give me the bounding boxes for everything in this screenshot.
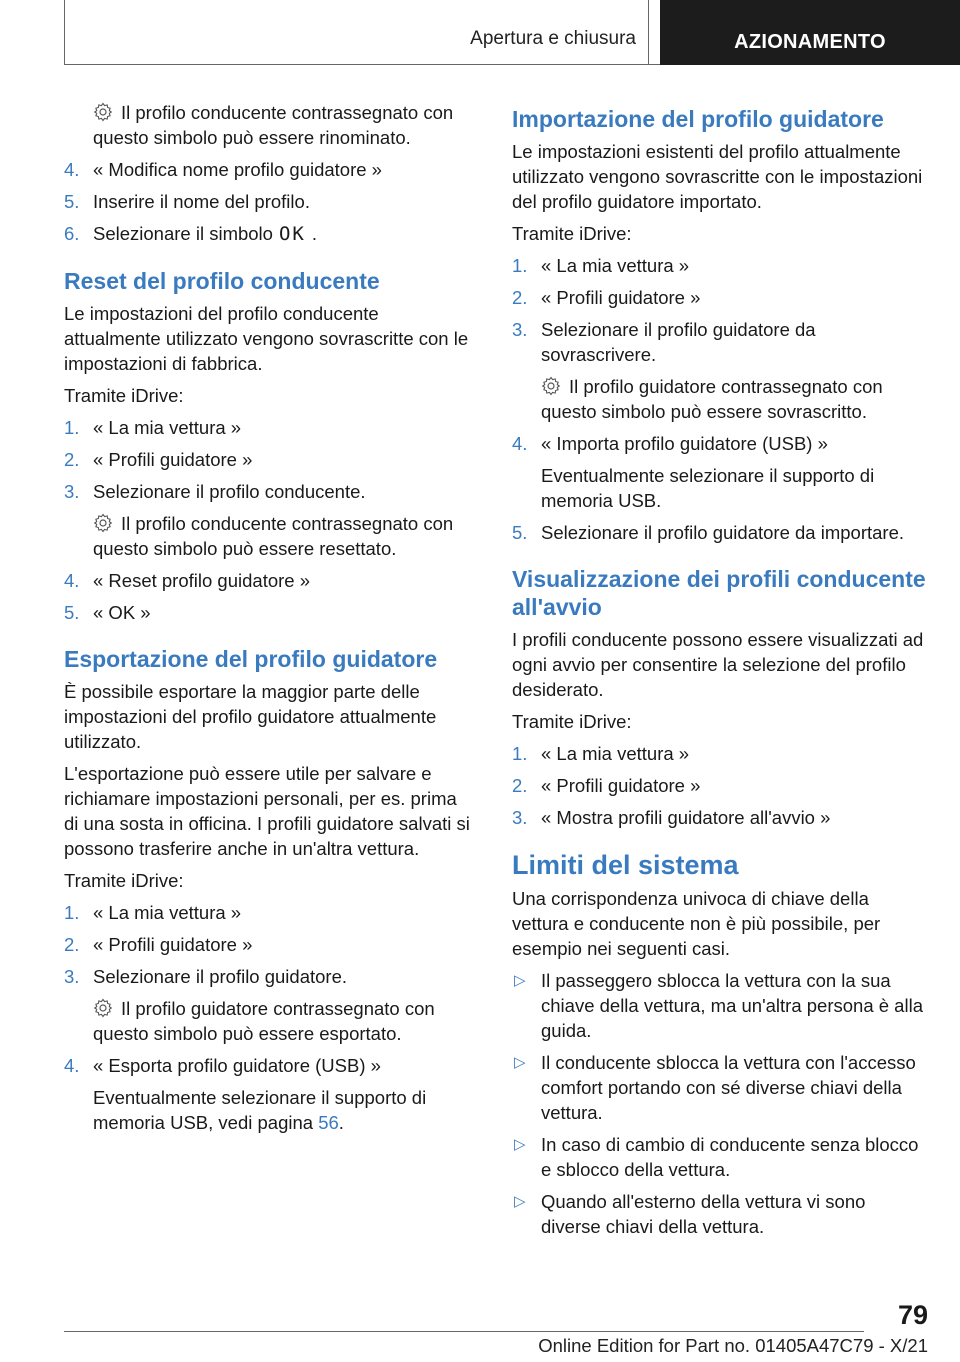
triangle-bullet-icon: ▷: [514, 1136, 526, 1153]
list-item: [64, 221, 474, 247]
step-number: 1.: [512, 743, 528, 764]
export-steps: [64, 900, 474, 989]
step-text: Selezionare il profilo guidatore.: [93, 966, 348, 987]
step-text: « Profili guidatore »: [93, 449, 253, 470]
step-number: 1.: [64, 902, 80, 923]
bullet-text: Quando all'esterno della vettura vi sono diverse chiavi della vettura.: [541, 1191, 866, 1237]
step-number: 4.: [512, 433, 528, 454]
step-text: « La mia vettura »: [93, 902, 242, 923]
header-left-rule: [64, 0, 65, 64]
bullet-text: In caso di cambio di conducente senza blocco e sblocco della vettura.: [541, 1134, 919, 1180]
edition-info: Online Edition for Part no. 01405A47C79 - X/21: [538, 1335, 928, 1356]
rename-steps: [64, 157, 474, 247]
step-text: Selezionare il simbolo: [93, 223, 273, 244]
import-steps: [512, 253, 928, 367]
step-text: « La mia vettura »: [541, 743, 690, 764]
reset-intro: Le impostazioni del profilo conducente attualmente utilizzato vengono sovrascritte con le impostazioni di fabbrica.: [64, 303, 469, 374]
display-via: Tramite iDrive:: [512, 711, 632, 732]
import-via: Tramite iDrive:: [512, 223, 632, 244]
display-steps: [512, 741, 928, 830]
step-number: 5.: [64, 191, 80, 212]
step-text: « Mostra profili guidatore all'avvio »: [541, 807, 831, 828]
step-text: Selezionare il profilo guidatore da importare.: [541, 522, 905, 543]
step-number: 3.: [512, 807, 528, 828]
step-text: « Esporta profilo guidatore (USB) »: [93, 1055, 381, 1076]
limits-list: [512, 968, 928, 1239]
header-section-title: Apertura e chiusura: [470, 28, 636, 49]
step-number: 3.: [64, 966, 80, 987]
page-reference-link[interactable]: 56: [318, 1112, 339, 1133]
list-item: [512, 285, 928, 310]
step-text: Selezionare il profilo conducente.: [93, 481, 366, 502]
step-number: 3.: [512, 319, 528, 340]
list-item: [64, 479, 474, 504]
reset-via: Tramite iDrive:: [64, 385, 184, 406]
step-number: 5.: [64, 602, 80, 623]
list-item: [512, 805, 928, 830]
reset-note-text: Il profilo conducente contrassegnato con questo simbolo può essere resettato.: [93, 513, 454, 559]
header-bottom-rule: [64, 64, 660, 65]
import-intro: Le impostazioni esistenti del profilo attualmente utilizzato vengono sovrascritte con le impostazioni del profilo guidatore importato.: [512, 141, 923, 212]
list-item: [64, 600, 474, 625]
step-number: 1.: [512, 255, 528, 276]
list-item: [64, 415, 474, 440]
import-step-4: [512, 431, 928, 456]
right-column: [512, 100, 928, 1246]
step-number: 4.: [64, 570, 80, 591]
limits-title: Limiti del sistema: [512, 850, 739, 880]
page-number: 79: [897, 1300, 928, 1330]
step-number: 3.: [64, 481, 80, 502]
list-item: [64, 900, 474, 925]
export-step-4-detail-text: Eventualmente selezionare il supporto di memoria USB, vedi pagina: [93, 1087, 427, 1133]
left-column: [64, 100, 474, 1142]
step-text: Inserire il nome del profilo.: [93, 191, 310, 212]
list-item: [512, 1189, 928, 1239]
step-text: « Profili guidatore »: [93, 934, 253, 955]
export-step-4-detail: [64, 1085, 474, 1135]
settings-gear-icon: [93, 102, 113, 122]
step-text: « OK »: [93, 602, 151, 623]
list-item: [512, 1132, 928, 1182]
list-item: [512, 431, 928, 456]
triangle-bullet-icon: ▷: [514, 972, 526, 989]
export-title: Esportazione del profilo guidatore: [64, 646, 438, 672]
footer-rule: [64, 1331, 864, 1332]
export-via: Tramite iDrive:: [64, 870, 184, 891]
reset-steps-after: [64, 568, 474, 625]
step-text: « Modifica nome profilo guidatore »: [93, 159, 382, 180]
step-number: 4.: [64, 159, 80, 180]
export-step-4-detail-end: .: [338, 1112, 344, 1133]
list-item: [512, 1050, 928, 1125]
list-item: [64, 157, 474, 182]
step-text: « Profili guidatore »: [541, 775, 701, 796]
list-item: [64, 932, 474, 957]
list-item: [64, 189, 474, 214]
list-item: [512, 253, 928, 278]
limits-intro: Una corrispondenza univoca di chiave della vettura e conducente non è più possibile, per esempio nei seguenti casi.: [512, 888, 881, 959]
list-item: [64, 1053, 474, 1078]
step-number: 1.: [64, 417, 80, 438]
step-text: « Reset profilo guidatore »: [93, 570, 310, 591]
step-number: 4.: [64, 1055, 80, 1076]
step-number: 2.: [64, 934, 80, 955]
list-item: [512, 520, 928, 545]
import-note-text: Il profilo guidatore contrassegnato con questo simbolo può essere sovrascritto.: [541, 376, 883, 422]
step-text: « La mia vettura »: [93, 417, 242, 438]
export-note-text: Il profilo guidatore contrassegnato con questo simbolo può essere esportato.: [93, 998, 435, 1044]
reset-note: [64, 511, 474, 561]
step-text: « Profili guidatore »: [541, 287, 701, 308]
header-chapter-tab: AZIONAMENTO: [660, 0, 960, 65]
list-item: [512, 773, 928, 798]
reset-title: Reset del profilo conducente: [64, 268, 380, 294]
list-item: [512, 741, 928, 766]
list-item: [64, 568, 474, 593]
list-item: [512, 968, 928, 1043]
step-text-end: .: [311, 223, 317, 244]
list-item: [64, 964, 474, 989]
list-item: [512, 317, 928, 367]
display-title: Visualizzazione dei profili conducente all'avvio: [512, 566, 926, 620]
step-number: 5.: [512, 522, 528, 543]
header-divider: [648, 0, 649, 64]
triangle-bullet-icon: ▷: [514, 1193, 526, 1210]
rename-note: [64, 100, 474, 150]
settings-gear-icon: [93, 998, 113, 1018]
settings-gear-icon: [541, 376, 561, 396]
step-text: Selezionare il profilo guidatore da sovrascrivere.: [541, 319, 816, 365]
triangle-bullet-icon: ▷: [514, 1054, 526, 1071]
step-number: 6.: [64, 223, 80, 244]
display-intro: I profili conducente possono essere visualizzati ad ogni avvio per consentire la selezione del profilo desiderato.: [512, 629, 924, 700]
settings-gear-icon: [93, 513, 113, 533]
step-text: « Importa profilo guidatore (USB) »: [541, 433, 828, 454]
export-note: [64, 996, 474, 1046]
export-intro: È possibile esportare la maggior parte delle impostazioni del profilo guidatore attualmente utilizzato.: [64, 681, 437, 752]
list-item: [64, 447, 474, 472]
step-text: « La mia vettura »: [541, 255, 690, 276]
step-number: 2.: [512, 287, 528, 308]
bullet-text: Il passeggero sblocca la vettura con la sua chiave della vettura, ma un'altra persona è alla guida.: [541, 970, 923, 1041]
reset-steps: [64, 415, 474, 504]
export-step-4: [64, 1053, 474, 1078]
step-number: 2.: [64, 449, 80, 470]
import-step-4-detail: Eventualmente selezionare il supporto di memoria USB.: [541, 465, 875, 511]
ok-symbol: OK: [278, 223, 306, 245]
import-title: Importazione del profilo guidatore: [512, 106, 884, 132]
bullet-text: Il conducente sblocca la vettura con l'accesso comfort portando con sé diverse chiavi della vettura.: [541, 1052, 916, 1123]
rename-note-text: Il profilo conducente contrassegnato con questo simbolo può essere rinominato.: [93, 102, 454, 148]
import-step-5: [512, 520, 928, 545]
step-number: 2.: [512, 775, 528, 796]
export-intro-2: L'esportazione può essere utile per salvare e richiamare impostazioni personali, per es. prima di una sosta in officina. I profili guidatore salvati si possono trasferire anche in un'altra vettura.: [64, 763, 470, 859]
import-note: [512, 374, 928, 424]
